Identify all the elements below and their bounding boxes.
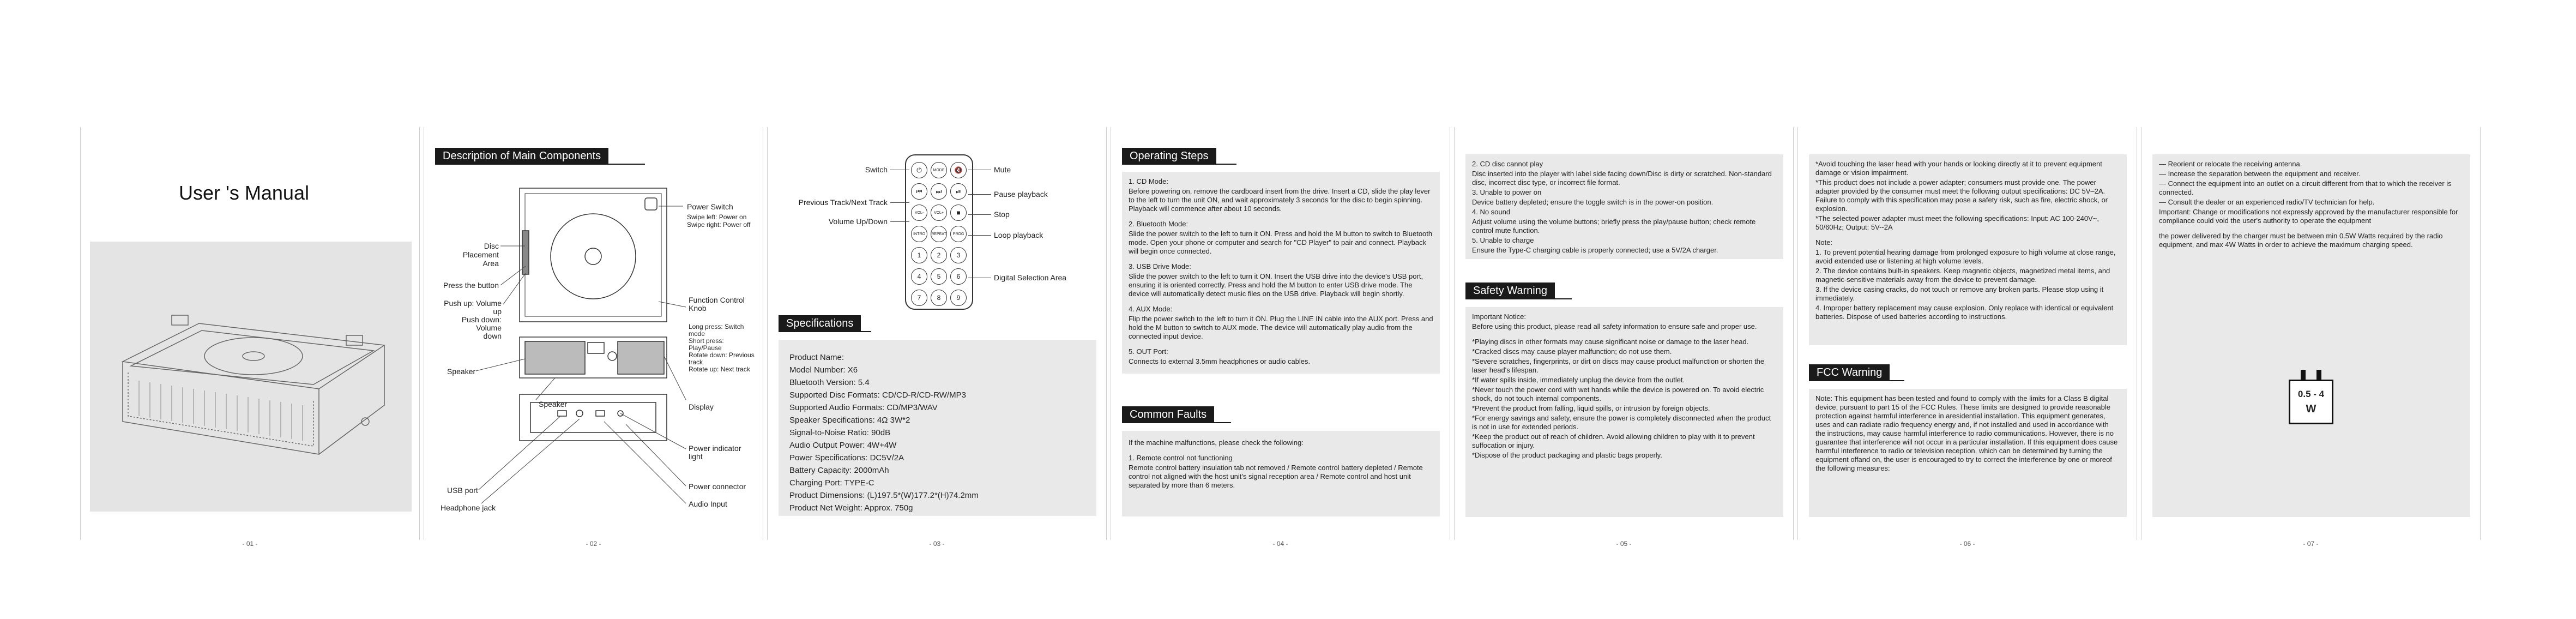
label-display: Display (689, 402, 714, 411)
paragraph: 2. The device contains built-in speakers. Keep magnetic objects, magnetized metal items, and magnetic-sensitive materials away from the device to prevent damage. (1815, 267, 2110, 284)
label-usb-port: USB port (447, 486, 478, 495)
paragraph: 3. USB Drive Mode: (1129, 262, 1191, 271)
label-volume: Volume Up/Down (828, 217, 888, 226)
paragraph: *This product does not include a power adapter; consumers must provide one. The power adapter provided by the consumer must meet the following output specifications: DC 5V–2A. Failure to comply with this specification may pose a safety risk, such as fire, electric shock, or explosion. (1815, 178, 2108, 213)
label-knob-desc: Long press: Switch mode Short press: Play/Pause Rotate down: Previous track Rotate up: Next track (689, 323, 755, 373)
paragraph: — Increase the separation between the equipment and receiver. (2159, 170, 2361, 178)
paragraph: 5. OUT Port: (1129, 347, 1168, 356)
heading-rule (1809, 380, 1904, 381)
heading-rule (1465, 298, 1572, 299)
paragraph: Remote control battery insulation tab not removed / Remote control battery depleted / Remote control not aligned with the host unit's signal reception area / Remote control and host unit separated by more than 6 meters. (1129, 464, 1423, 489)
paragraph: Ensure the Type-C charging cable is properly connected; use a 5V/2A charger. (1472, 246, 1718, 254)
remote-button-grid (911, 162, 968, 306)
paragraph: Important Notice: (1472, 312, 1526, 321)
paragraph: Before powering on, remove the cardboard insert from the drive. Insert a CD, slide the play lever to the left to turn the unit ON, and wait approximately 3 seconds for the disc to begin spinning. Playback will commence after about 10 seconds. (1129, 187, 1431, 213)
paragraph: 2. Bluetooth Mode: (1129, 220, 1189, 228)
paragraph: *If water spills inside, immediately unplug the device from the outlet. (1472, 376, 1685, 384)
label-stop: Stop (994, 210, 1010, 219)
spacer (1472, 332, 1777, 338)
remote-button[interactable]: 9 (950, 290, 967, 306)
fcc-page (1797, 127, 2137, 548)
remote-button[interactable]: ■ (950, 205, 967, 221)
paragraph: *Never touch the power cord with wet hands while the device is powered on. To avoid electric shock, do not touch internal components. (1472, 386, 1764, 402)
spacer (1815, 233, 2120, 238)
operating-text-box (1122, 172, 1440, 374)
paragraph: Adjust volume using the volume buttons; briefly press the play/pause button; check remote control mute function. (1472, 218, 1756, 235)
remote-spec-page (767, 127, 1107, 548)
paragraph: Product Net Weight: Approx. 750g (789, 503, 913, 513)
remote-button[interactable]: 1 (911, 247, 927, 263)
remote-button[interactable]: 4 (911, 268, 927, 285)
paragraph: *The selected power adapter must meet the following specifications: Input: AC 100-240V~, 50/60Hz; Output: 5V--2A (1815, 214, 2099, 231)
label-power-indicator: Power indicator light (689, 444, 741, 461)
safety-page (1454, 127, 1794, 548)
label-power-connector: Power connector (689, 482, 746, 491)
page-number: - 06 - (1959, 540, 1975, 548)
power-icon-graphic (2289, 370, 2333, 424)
paragraph: Audio Output Power: 4W+4W (789, 441, 897, 450)
paragraph: Note: This equipment has been tested and found to comply with the limits for a Class B digital device, pursuant to part 15 of the FCC Rules. These limits are designed to provide reasonable protection against harmful interference in aresidential installation. This equipment generates, uses and can radiate radio frequency energy and, if not installed and used in accordance with the instructions, may cause harmful interference to radio communications. However, there is no guarantee that interference will not occur in a particular installation. If this equipment does cause harmful interference to radio or television reception, which can be determined by turning the equipment offand on, the user is encouraged to try to correct the interference by one or moreof the following measures: (1815, 394, 2118, 472)
safety-text-box (1465, 307, 1783, 517)
faults-heading: Common Faults (1122, 406, 1214, 423)
paragraph: 3. Unable to power on (1472, 188, 1542, 196)
paragraph: Supported Disc Formats: CD/CD-R/CD-RW/MP3 (789, 390, 966, 400)
remote-button[interactable]: 🔇 (950, 162, 967, 178)
paragraph: Note: (1815, 238, 1833, 247)
label-speaker-bottom: Speaker (539, 400, 568, 408)
remote-button[interactable]: 5 (931, 268, 947, 285)
paragraph: *Dispose of the product packaging and plastic bags properly. (1472, 451, 1662, 459)
spec-heading: Specifications (779, 315, 861, 332)
spacer (1129, 214, 1433, 220)
label-power-switch: Power Switch (687, 202, 733, 211)
power-unit-label: W (2306, 403, 2316, 415)
page-number: - 05 - (1616, 540, 1632, 548)
paragraph: Power Specifications: DC5V/2A (789, 453, 904, 462)
faults-text-box (1122, 431, 1440, 516)
remote-button[interactable]: PROG (950, 226, 967, 242)
label-loop: Loop playback (994, 231, 1043, 239)
components-heading: Description of Main Components (435, 148, 608, 165)
remote-button[interactable]: MODE (931, 162, 947, 178)
operating-page (1111, 127, 1450, 548)
paragraph: the power delivered by the charger must be between min 0.5W Watts required by the radio equipment, and max 4W Watts in order to achieve the maximum charging speed. (2159, 232, 2443, 249)
page-number: - 02 - (586, 540, 601, 548)
paragraph: — Reorient or relocate the receiving antenna. (2159, 160, 2302, 168)
page-number: - 04 - (1272, 540, 1288, 548)
remote-button[interactable]: 2 (931, 247, 947, 263)
paragraph: 4. No sound (1472, 208, 1511, 216)
precautions-box (1809, 154, 2127, 345)
label-disc-area: Disc Placement Area (462, 242, 499, 268)
paragraph: Slide the power switch to the left to turn it ON. Insert the USB drive into the device's USB port, ensuring it is oriented correctly. Press and hold the M button to enter USB drive mode. The device will automatically detect music files on the USB drive. Playback will begin shortly. (1129, 272, 1423, 298)
paragraph: Battery Capacity: 2000mAh (789, 466, 889, 475)
spacer (1129, 342, 1433, 347)
spacer (2159, 226, 2464, 232)
remote-button[interactable]: 3 (950, 247, 967, 263)
heading-rule (779, 331, 871, 332)
remote-button[interactable]: 6 (950, 268, 967, 285)
remote-button[interactable]: VOL+ (931, 205, 947, 221)
remote-button[interactable]: 7 (911, 290, 927, 306)
label-digital: Digital Selection Area (994, 273, 1067, 282)
paragraph: Model Number: X6 (789, 365, 858, 375)
label-mute: Mute (994, 165, 1011, 174)
label-prev-next: Previous Track/Next Track (798, 198, 888, 207)
leader-pause (968, 194, 991, 195)
label-function-knob: Function Control Knob (689, 296, 745, 312)
power-range-label: 0.5 - 4 (2297, 389, 2325, 399)
paragraph: Device battery depleted; ensure the toggle switch is in the power-on position. (1472, 198, 1714, 206)
cover-image-box (90, 242, 412, 512)
remote-button[interactable]: ⏻ (911, 162, 927, 178)
paragraph: 1. Remote control not functioning (1129, 454, 1233, 462)
paragraph: *Cracked discs may cause player malfunction; do not use them. (1472, 347, 1672, 356)
leader-prev-next (890, 202, 909, 203)
label-audio-input: Audio Input (689, 500, 727, 508)
leader-loop (968, 235, 991, 236)
paragraph: 1. CD Mode: (1129, 177, 1168, 185)
safety-heading: Safety Warning (1465, 283, 1555, 299)
last-page (2141, 127, 2481, 548)
paragraph: *Severe scratches, fingerprints, or dirt on discs may cause product malfunction or shorten the laser head's lifespan. (1472, 357, 1765, 374)
paragraph: *For energy savings and safety, ensure the power is completely disconnected when the product is not in use for extended periods. (1472, 414, 1771, 431)
paragraph: Supported Audio Formats: CD/MP3/WAV (789, 403, 938, 412)
paragraph: Important: Change or modifications not expressly approved by the manufacturer responsible for compliance could void the user's authority to operate the equipment (2159, 208, 2458, 225)
spacer (1129, 448, 1433, 454)
paragraph: 1. To prevent potential hearing damage from prolonged exposure to high volume at close range, avoid extended use or listening at high volume levels. (1815, 248, 2116, 265)
paragraph: 2. CD disc cannot play (1472, 160, 1543, 168)
paragraph: Signal-to-Noise Ratio: 90dB (789, 428, 891, 437)
label-push: Push up: Volume up Push down: Volume down (444, 299, 502, 340)
remote-button[interactable]: 8 (931, 290, 947, 306)
paragraph: 4. Improper battery replacement may cause explosion. Only replace with identical or equivalent batteries. Dispose of used batteries according to instructions. (1815, 304, 2114, 321)
paragraph: — Connect the equipment into an outlet on a circuit different from that to which the receiver is connected. (2159, 179, 2452, 196)
paragraph: Product Name: (789, 353, 844, 362)
operating-heading: Operating Steps (1122, 148, 1216, 165)
remote-button[interactable]: INTRO (911, 226, 927, 242)
fcc-heading: FCC Warning (1809, 364, 1890, 381)
paragraph: Before using this product, please read all safety information to ensure safe and proper use. (1472, 322, 1757, 330)
page-number: - 03 - (929, 540, 945, 548)
components-page (424, 127, 763, 548)
remote-control (905, 154, 973, 310)
leader-volume (890, 221, 909, 222)
paragraph: Connects to external 3.5mm headphones or audio cables. (1129, 357, 1311, 365)
spacer (1129, 299, 1433, 305)
spec-box (779, 340, 1096, 516)
remote-button[interactable]: REPEAT (931, 226, 947, 242)
faults-continued-box (1465, 154, 1783, 259)
paragraph: Product Dimensions: (L)197.5*(W)177.2*(H)74.2mm (789, 491, 979, 500)
paragraph: Flip the power switch to the left to turn it ON. Plug the LINE IN cable into the AUX port. Press and hold the M button to switch to AUX mode. The device will automatically play audio from the connected input device. (1129, 315, 1433, 340)
remote-button[interactable]: ⏯ (950, 183, 967, 200)
remote-button[interactable]: ⏮ (911, 183, 927, 200)
paragraph: — Consult the dealer or an experienced radio/TV technician for help. (2159, 198, 2375, 206)
leader-stop (968, 214, 991, 215)
paragraph: 4. AUX Mode: (1129, 305, 1173, 313)
spacer (1129, 257, 1433, 262)
label-swipe: Swipe left: Power on Swipe right: Power off (687, 213, 751, 229)
paragraph: If the machine malfunctions, please check the following: (1129, 438, 1304, 447)
paragraph: *Keep the product out of reach of children. Avoid allowing children to play with it to prevent suffocation or injury. (1472, 432, 1755, 449)
label-pause: Pause playback (994, 190, 1048, 199)
label-press-button: Press the button (443, 281, 499, 290)
page-number: - 01 - (242, 540, 258, 548)
paragraph: Bluetooth Version: 5.4 (789, 378, 870, 387)
page-number: - 07 - (2303, 540, 2319, 548)
remote-button[interactable]: ⏭ (931, 183, 947, 200)
paragraph: 5. Unable to charge (1472, 236, 1534, 244)
paragraph: Charging Port: TYPE-C (789, 478, 874, 488)
heading-rule (1122, 422, 1231, 423)
fcc-text-box (1809, 389, 2127, 517)
heading-rule (1122, 164, 1236, 165)
paragraph: Disc inserted into the player with label side facing down/Disc is dirty or scratched. Non-standard disc, incorrect disc type, or incorrect file format. (1472, 170, 1772, 187)
label-headphone: Headphone jack (441, 503, 496, 512)
cover-page (80, 127, 420, 548)
paragraph: Speaker Specifications: 4Ω 3W*2 (789, 416, 910, 425)
fcc-continued-box (2152, 154, 2470, 517)
paragraph: *Playing discs in other formats may cause significant noise or damage to the laser head. (1472, 338, 1749, 346)
label-speaker-left: Speaker (447, 367, 476, 376)
manual-title: User 's Manual (179, 182, 309, 204)
remote-button[interactable]: VOL- (911, 205, 927, 221)
cd-player-illustration (90, 242, 412, 512)
paragraph: 3. If the device casing cracks, do not touch or remove any broken parts. Please stop using it immediately. (1815, 285, 2104, 302)
paragraph: *Avoid touching the laser head with your hands or looking directly at it to prevent equipment damage or vision impairment. (1815, 160, 2102, 177)
label-switch: Switch (865, 165, 888, 174)
paragraph: Slide the power switch to the left to turn it ON. Press and hold the M button to switch to Bluetooth mode. Open your phone or computer and search for "CD Player" to pair and connect. Playback will begin once connected. (1129, 230, 1433, 255)
paragraph: *Prevent the product from falling, liquid spills, or intrusion by foreign objects. (1472, 404, 1710, 412)
